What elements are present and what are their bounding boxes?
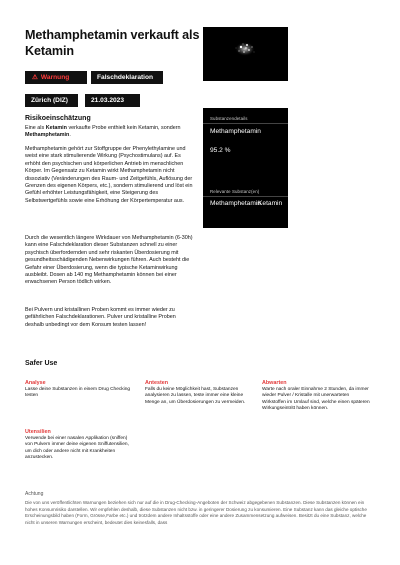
safer-use-heading: Safer Use — [25, 360, 58, 367]
card-utensilien-title: Utensilien — [25, 429, 51, 435]
warning-icon: ⚠ — [32, 74, 38, 81]
bold-text: Methamphetamin — [25, 132, 70, 139]
divider — [203, 196, 288, 197]
risk-paragraph-2: Methamphetamin gehört zur Stoffgruppe der Phenylethylamine und weist eine stark stimulierende Wirkung (Psychostimulans) auf. Es erhöht den psychischen und körperlichen Antrieb im menschlichen Körper. Im Gegensatz zu Ketamin wirkt Methamphetamin nicht dissoziativ (Veränderungen des Raum- und Zeitgefühls, Auflösung der Grenzen des eigenen Körpers, etc.), sondern stimulierend und löst ein Gefühl erhöhter Leistungsfähigkeit, eine Steigerung des Selbstwertgefühls sowie eine Erhöhung der Körpertemperatur aus. — [25, 146, 193, 204]
risk-paragraph-4: Bei Pulvern und kristallinen Proben kommt es immer wieder zu gefährlichen Falschdeklarationen. Pulver und kristalline Proben deshalb unbedingt vor dem Konsum testen lassen! — [25, 307, 176, 328]
risk-summary — [25, 125, 193, 140]
substance-image — [203, 27, 288, 81]
location-badge: Zürich (DIZ) — [25, 94, 78, 107]
card-analyse-title: Analyse — [25, 380, 46, 386]
relevant-substance-1: Methamphetamin — [210, 200, 261, 207]
relevant-substance-2: Ketamin — [258, 200, 283, 207]
divider — [203, 123, 288, 124]
note-heading: Achtung — [25, 491, 44, 497]
substance-name: Methamphetamin — [210, 128, 261, 135]
bold-text: Ketamin — [45, 125, 67, 131]
text-span: Eine als — [25, 125, 46, 131]
card-utensilien-text: Verwende bei einer nasalen Applikation (sniffen) von Pulvern immer deine eigenen Sniffutensilien, um dich oder andere nicht mit Krankheiten anzustecken. — [25, 436, 129, 461]
sample-photo — [203, 27, 288, 81]
text-span: verkaufte Probe enthielt kein Ketamin, sondern — [66, 125, 181, 131]
risk-heading: Risikoeinschätzung — [25, 115, 91, 122]
card-analyse-text: Lasse deine Substanzen in einem Drug Checking testen — [25, 387, 131, 399]
card-antesten-text: Falls du keine Möglichkeit hast, Substanzen analysieren zu lassen, teste immer eine kleine Menge an, um Überdosierungen zu vermeiden. — [145, 387, 246, 405]
risk-paragraph-3: Durch die wesentlich längere Wirkdauer von Methamphetamin (6-30h) kann eine Falschdeklaration dieser Substanzen schnell zu einer psychisch überfordernden und sehr riskanten Überdosierung mit gesundheitsschädigenden Nebenwirkungen führen. Auch besteht die Gefahr einer Überdosierung, wenn die typische Ketaminwirkung ausbleibt. Dosen ab 140 mg Methamphetamin können bei einer erwachsenen Person tödlich wirken. — [25, 235, 193, 286]
note-text: Die von uns veröffentlichten Warnungen beziehen sich nur auf die in Drug-Checking-Angeboten der Schweiz abgegebenen Substanzen. Diese Substanzen können ein hohes Konsumrisiko darstellen. Wir empfehlen deshalb, diese Substanzen nicht bzw. in geringerer Dosierung zu konsumieren. Eine Substanz kann das gleiche optische Erscheinungsbild haben (Form, Grösse,Farbe etc.) und trotzdem andere Inhaltsstoffe oder eine andere Zusammensetzung aufweisen. Besitzt du eine Substanz, welche nicht in unseren Warnungen erscheint, bedeutet dies keinesfalls, dass — [25, 500, 367, 525]
substance-panel — [203, 108, 288, 228]
card-antesten-title: Antesten — [145, 380, 169, 386]
type-badge: Falschdeklaration — [91, 71, 163, 84]
warning-label: Warnung — [40, 74, 70, 81]
page-title: Methamphetamin verkauft als Ketamin — [25, 28, 200, 58]
warning-badge — [25, 71, 87, 84]
card-abwarten-title: Abwarten — [262, 380, 287, 386]
card-abwarten-text: Warte nach oraler Einnahme 2 Stunden, da immer wieder Pulver / Kristalle mit unerwarteten Wirkstoffen im Umlauf sind, welche einen späteren Wirkungseintritt haben können. — [262, 387, 370, 412]
purity-value: 95.2 % — [210, 147, 231, 154]
text-span: . — [69, 132, 71, 139]
relevant-label: Relevante Substanz(en) — [210, 189, 260, 194]
date-badge: 21.03.2023 — [85, 94, 140, 107]
details-label: Substanzendetails — [210, 116, 248, 121]
